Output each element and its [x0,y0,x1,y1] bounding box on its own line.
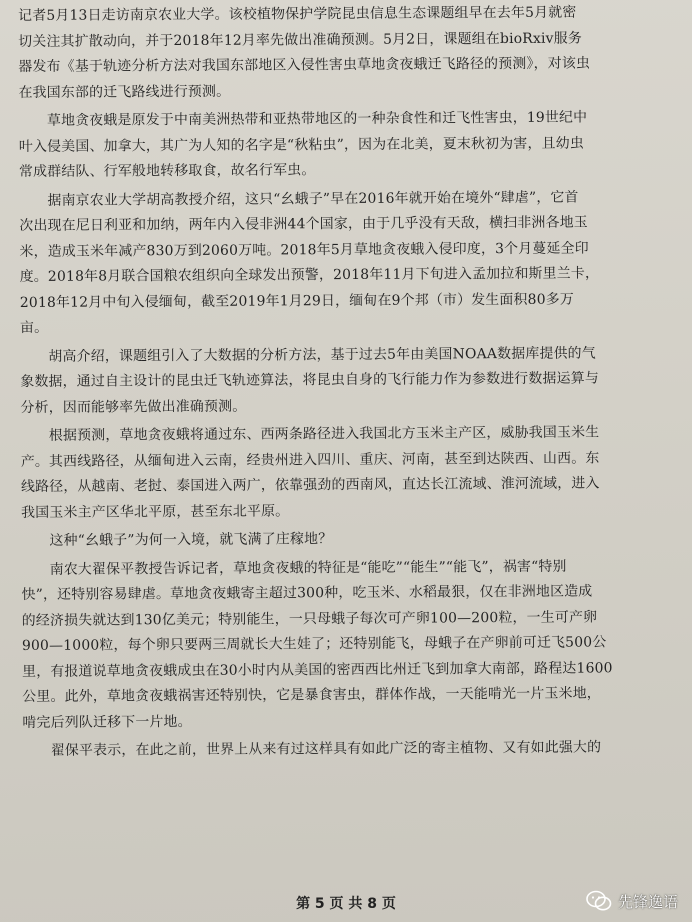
text-line: 翟保平表示，在此之前，世界上从来有过这样具有如此广泛的寄主植物、又有如此强大的 [22,739,602,759]
article-body [18,0,683,767]
text-line: 啃完后列队迁移下一片地。 [22,713,192,731]
text-line: 器发布《基于轨迹分析方法对我国东部地区入侵性害虫草地贪夜蛾迁飞路径的预测》，对该虫 [18,55,591,75]
text-line: 公里。此外，草地贪夜蛾祸害还特别快，它是暴食害虫，群体作战，一天能啃光一片玉米地， [22,685,601,705]
text-line: 亩。 [19,319,49,336]
text-line: 切关注其扩散动向，并于2018年12月率先做出准确预测。5月2日，课题组在bioRxiv服务 [18,30,582,50]
paragraph [19,184,680,341]
text-line: 产。其西线路径，从缅甸进入云南，经贵州进入四川、重庆、河南，甚至到达陕西、山西。东 [20,449,600,470]
paragraph [21,553,682,736]
text-line: 我国玉米主产区华北平原，甚至东北平原。 [21,502,290,521]
text-line: 里，有报道说草地贪夜蛾成虫在30小时内从美国的密西西比州迁飞到加拿大南部，路程达1600 [22,659,613,680]
text-line: 南农大翟保平教授告诉记者，草地贪夜蛾的特征是“能吃”“能生”“能飞”，祸害“特别 [21,558,567,578]
text-line: 的经济损失就达到130亿美元；特别能生，一只母蛾子每次可产卵100—200粒，一生可产卵 [21,608,598,629]
paragraph [18,0,679,106]
paragraph [22,735,682,765]
paragraph [19,105,679,186]
text-line: 2018年12月中旬入侵缅甸，截至2019年1月29日，缅甸在9个邦（市）发生面积80多万 [19,291,574,311]
text-line: 在我国东部的迁飞路线进行预测。 [18,83,231,101]
wechat-icon [586,890,612,912]
text-line: 象数据，通过自主设计的昆虫迁飞轨迹算法，将昆虫自身的飞行能力作为参数进行数据运算与 [20,370,600,390]
text-line: 胡高介绍，课题组引入了大数据的分析方法，基于过去5年由美国NOAA数据库提供的气 [20,344,596,365]
paragraph [21,525,681,555]
paragraph [21,420,682,526]
page-number-footer: 第 5 页 共 8 页 [296,896,396,912]
text-line: 叶入侵美国、加拿大，其广为人知的名字是“秋粘虫”，因为在北美，夏末秋初为害，且幼虫 [18,135,584,155]
text-line: 记者5月13日走访南京农业大学。该校植物保护学院昆虫信息生态课题组早在去年5月就密 [18,4,577,24]
text-line: 草地贪夜蛾是原发于中南美洲热带和亚热带地区的一种杂食性和迁飞性害虫，19世纪中 [18,109,588,129]
watermark [586,890,678,912]
text-line: 次出现在尼日利亚和加纳，两年内入侵非洲44个国家，由于几乎没有天敌，横扫非洲各地玉 [19,214,588,234]
text-line: 米，造成玉米年减产830万到2060万吨。2018年5月草地贪夜蛾入侵印度，3个月蔓延全印 [19,240,589,260]
text-line: 快”，还特别容易肆虐。草地贪夜蛾寄主超过300种，吃玉米、水稻最狠，仅在非洲地区造成 [21,583,593,603]
watermark-text: 先锋逸语 [617,892,678,911]
text-line: 分析，因而能够率先做出准确预测。 [20,398,247,416]
text-line: 900—1000粒，每个卵只要两三周就长大生娃了；还特别能飞，母蛾子在产卵前可迁飞500公 [21,634,607,654]
text-line: 据南京农业大学胡高教授介绍，这只“幺蛾子”早在2016年就开始在境外“肆虐”，它首 [19,189,579,209]
text-line: 常成群结队、行军般地转移取食，故名行军虫。 [18,162,316,180]
text-line: 度。2018年8月联合国粮农组织向全球发出预警，2018年11月下旬进入孟加拉和斯里兰卡， [19,265,600,285]
text-line: 这种“幺蛾子”为何一入境，就飞满了庄稼地？ [21,531,333,549]
text-line: 线路径，从越南、老挝、泰国进入两广，依靠强劲的西南风，直达长江流域、淮河流域，进入 [20,475,600,495]
text-line: 根据预测，草地贪夜蛾将通过东、西两条路径进入我国北方玉米主产区，威胁我国玉米生 [20,424,600,444]
paragraph [20,340,680,421]
